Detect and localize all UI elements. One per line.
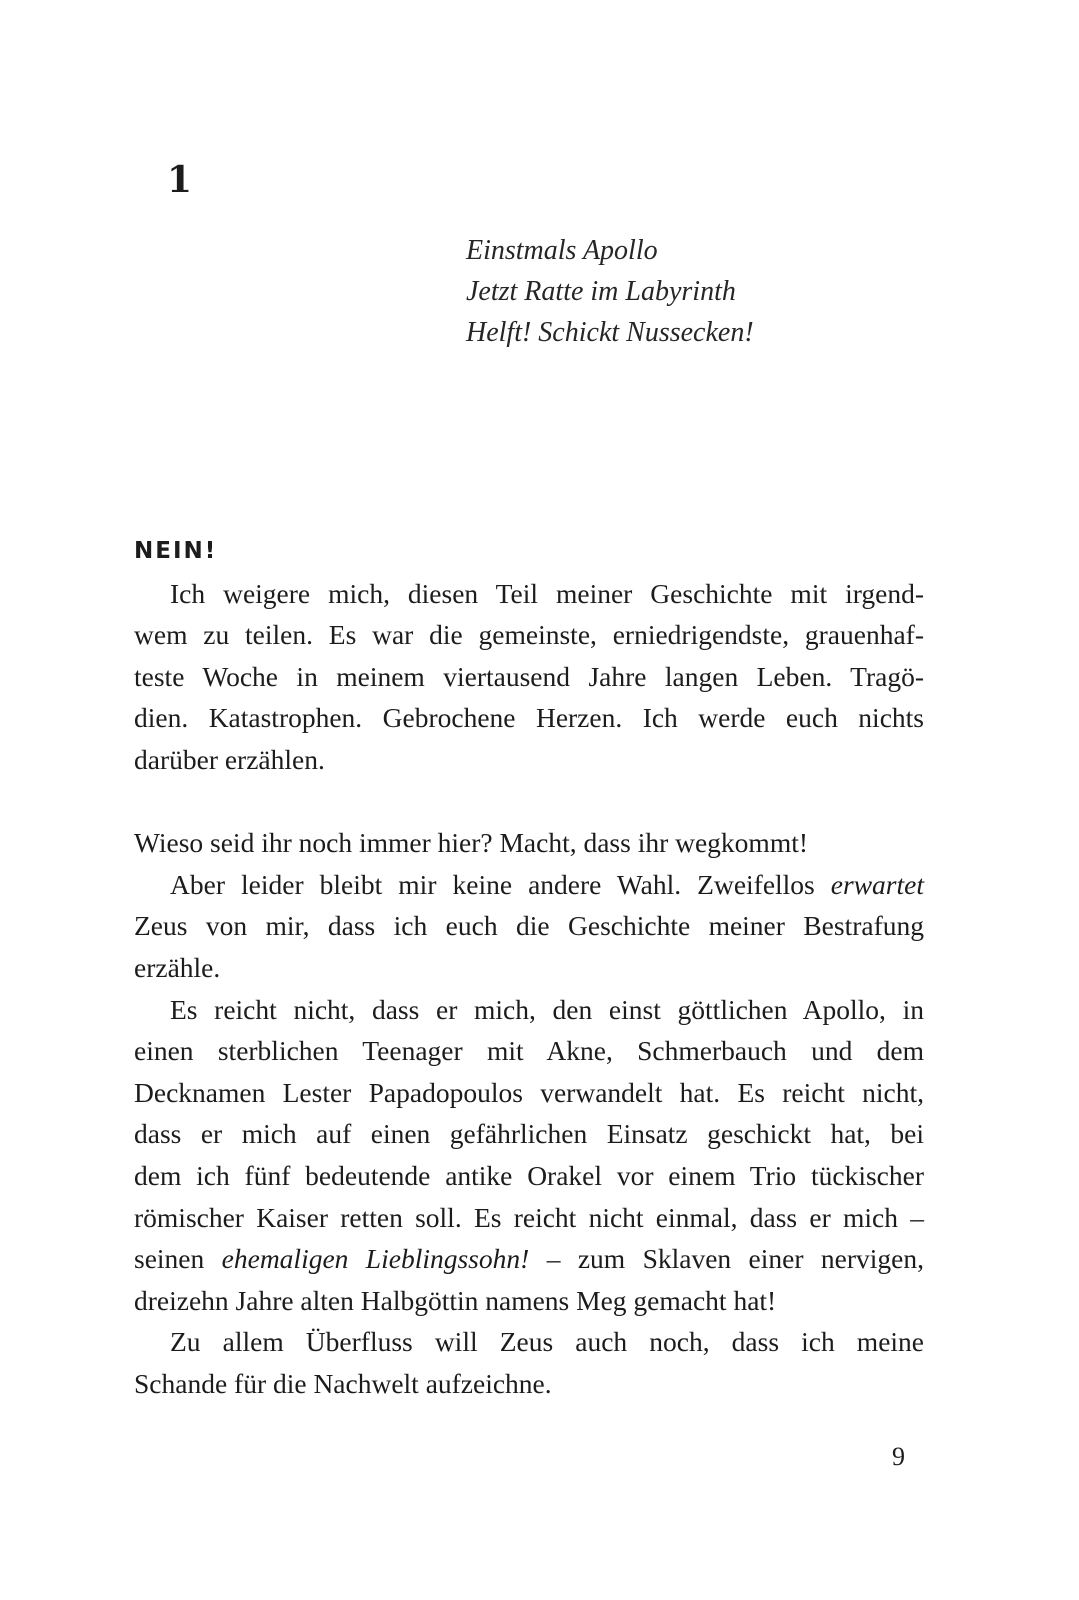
paragraph-line: Zu allem Überfluss will Zeus auch noch, dass ich meine bbox=[170, 1326, 924, 1358]
paragraph-line: dem ich fünf bedeutende antike Orakel vor einem Trio tückischer bbox=[134, 1159, 924, 1191]
section-break bbox=[134, 781, 924, 823]
paragraph-line bbox=[134, 864, 924, 906]
paragraph-line: Decknamen Lester Papadopoulos verwandelt hat. Es reicht nicht, bbox=[134, 1076, 924, 1108]
emphasis: erwartet bbox=[830, 868, 924, 900]
paragraph-line: darüber erzählen. bbox=[134, 743, 325, 775]
text-run: seinen bbox=[134, 1243, 222, 1275]
paragraph-line: dass er mich auf einen gefährlichen Einsatz geschickt hat, bei bbox=[134, 1118, 924, 1150]
page-number: 9 bbox=[892, 1442, 905, 1471]
text-run: Aber leider bleibt mir keine andere Wahl. Zweifellos bbox=[170, 868, 831, 900]
paragraph-line bbox=[134, 1238, 924, 1280]
epigraph-line: Helft! Schickt Nussecken! bbox=[466, 317, 754, 348]
section-heading: NEIN! bbox=[134, 538, 218, 564]
paragraph-line: Wieso seid ihr noch immer hier? Macht, dass ihr wegkommt! bbox=[134, 827, 809, 859]
chapter-body bbox=[134, 531, 924, 1404]
paragraph-line: einen sterblichen Teenager mit Akne, Schmerbauch und dem bbox=[134, 1035, 924, 1067]
epigraph-line: Jetzt Ratte im Labyrinth bbox=[466, 276, 736, 307]
paragraph-line: römischer Kaiser retten soll. Es reicht nicht einmal, dass er mich – bbox=[134, 1201, 924, 1233]
paragraph-line: dien. Katastrophen. Gebrochene Herzen. Ich werde euch nichts bbox=[134, 702, 924, 734]
epigraph bbox=[466, 230, 754, 353]
paragraph-line: Zeus von mir, dass ich euch die Geschichte meiner Bestrafung bbox=[134, 910, 924, 942]
epigraph-line: Einstmals Apollo bbox=[466, 235, 658, 266]
text-run: – zum Sklaven einer nervigen, bbox=[529, 1243, 924, 1275]
paragraph-line: Ich weigere mich, diesen Teil meiner Geschichte mit irgend- bbox=[170, 577, 924, 609]
paragraph-line: teste Woche in meinem viertausend Jahre langen Leben. Tragö- bbox=[134, 660, 924, 692]
paragraph-line: Es reicht nicht, dass er mich, den einst göttlichen Apollo, in bbox=[170, 993, 924, 1025]
emphasis: ehemaligen Lieblingssohn! bbox=[221, 1243, 530, 1275]
chapter-number: 1 bbox=[167, 159, 193, 201]
paragraph-line: Schande für die Nachwelt aufzeichne. bbox=[134, 1367, 552, 1399]
paragraph-line: erzähle. bbox=[134, 951, 221, 983]
paragraph-line: wem zu teilen. Es war die gemeinste, erniedrigendste, grauenhaf- bbox=[134, 619, 924, 651]
paragraph-line: dreizehn Jahre alten Halbgöttin namens Meg gemacht hat! bbox=[134, 1284, 777, 1316]
